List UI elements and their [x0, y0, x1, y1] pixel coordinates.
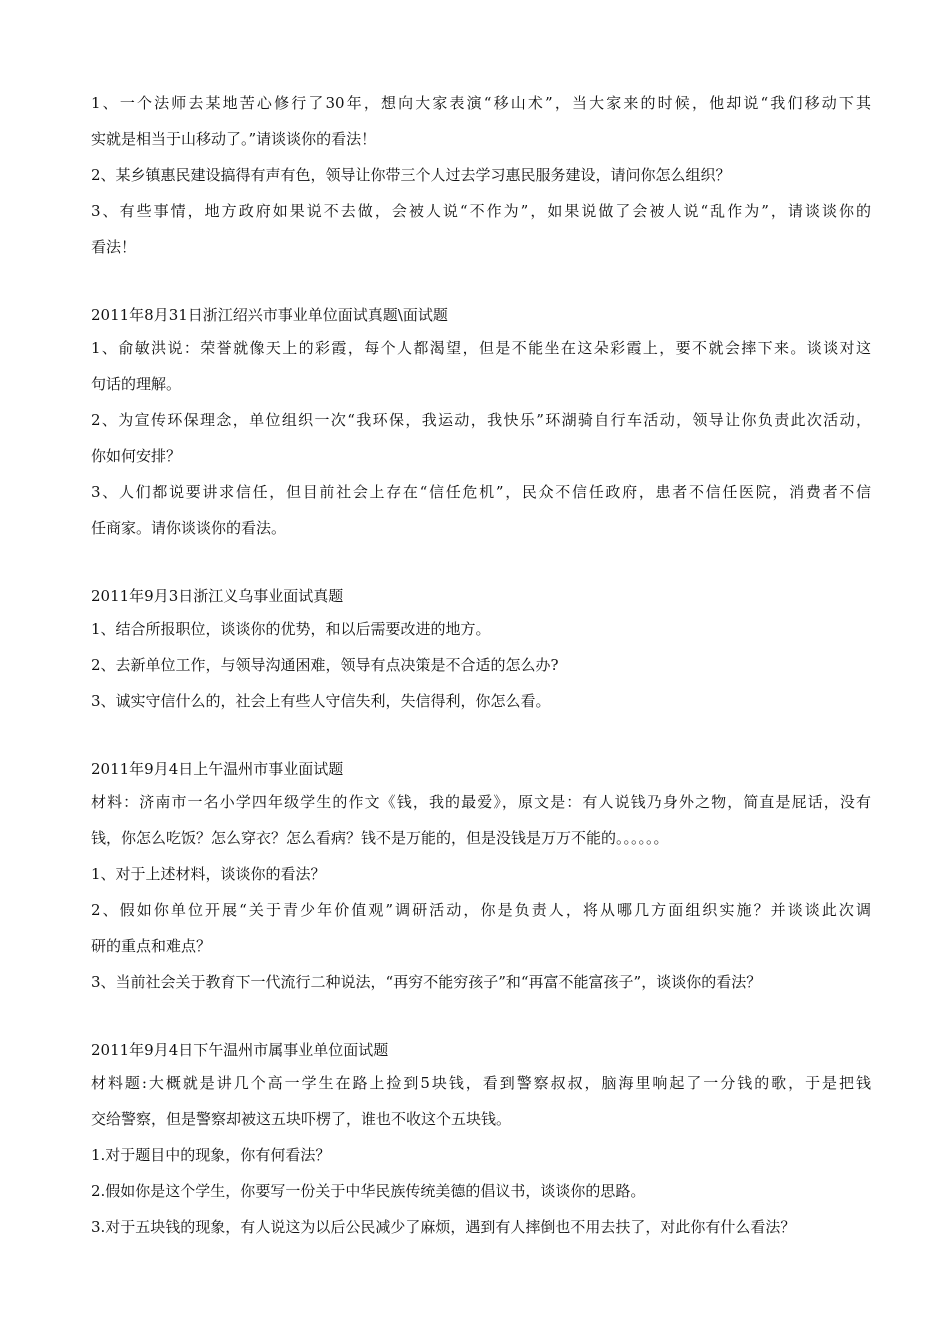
- material-line-1: 材料：济南市一名小学四年级学生的作文《钱，我的最爱》，原文是：有人说钱乃身外之物，简直是屁话，没有: [91, 793, 871, 811]
- section-spacer: [91, 265, 871, 301]
- section-spacer: [91, 719, 871, 755]
- question-3-line-2: 任商家。请你谈谈你的看法。: [91, 519, 287, 537]
- section-wenzhou-morning: [91, 755, 871, 1000]
- section-spacer: [91, 546, 871, 582]
- question-3: 3、当前社会关于教育下一代流行二种说法，“再穷不能穷孩子”和“再富不能富孩子”，谈谈你的看法？: [91, 973, 762, 991]
- question-2-line-1: 2、为宣传环保理念，单位组织一次“我环保，我运动，我快乐”环湖骑自行车活动，领导让你负责此次活动，: [91, 411, 871, 429]
- question-2: 2、去新单位工作，与领导沟通困难，领导有点决策是不合适的怎么办?: [91, 656, 559, 674]
- question-3-line-2: 看法！: [91, 238, 137, 256]
- section-title: 2011年8月31日浙江绍兴市事业单位面试真题\面试题: [91, 306, 448, 324]
- question-3: 3、诚实守信什么的，社会上有些人守信失利，失信得利，你怎么看。: [91, 692, 551, 710]
- section-shaoxing: [91, 301, 871, 546]
- question-1-line-1: 1、一个法师去某地苦心修行了30年，想向大家表演“移山术”，当大家来的时候，他却说“我们移动下其: [91, 94, 871, 112]
- question-2-line-1: 2、假如你单位开展“关于青少年价值观”调研活动，你是负责人，将从哪几方面组织实施？并谈谈此次调: [91, 901, 871, 919]
- section-wenzhou-afternoon: [91, 1036, 871, 1245]
- question-3-line-1: 3、有些事情，地方政府如果说不去做，会被人说“不作为”，如果说做了会被人说“乱作为”，请谈谈你的: [91, 202, 871, 220]
- section-yiwu: [91, 582, 871, 719]
- question-2: 2、某乡镇惠民建设搞得有声有色，领导让你带三个人过去学习惠民服务建设，请问你怎么组织？: [91, 166, 731, 184]
- question-2: 2.假如你是这个学生，你要写一份关于中华民族传统美德的倡议书，谈谈你的思路。: [91, 1182, 646, 1200]
- section-title: 2011年9月4日下午温州市属事业单位面试题: [91, 1041, 389, 1059]
- question-1-line-2: 句话的理解。: [91, 375, 182, 393]
- question-1-line-2: 实就是相当于山移动了。”请谈谈你的看法！: [91, 130, 377, 148]
- question-2-line-2: 你如何安排？: [91, 447, 182, 465]
- document-page: [91, 85, 871, 1245]
- section-title: 2011年9月3日浙江义乌事业面试真题: [91, 587, 344, 605]
- question-1: 1、对于上述材料，谈谈你的看法？: [91, 865, 326, 883]
- question-1: 1.对于题目中的现象，你有何看法？: [91, 1146, 331, 1164]
- section-title: 2011年9月4日上午温州市事业面试题: [91, 760, 344, 778]
- material-line-1: 材料题:大概就是讲几个高一学生在路上捡到5块钱，看到警察叔叔，脑海里响起了一分钱的歌，于是把钱: [91, 1074, 871, 1092]
- question-1-line-1: 1、俞敏洪说：荣誉就像天上的彩霞，每个人都渴望，但是不能坐在这朵彩霞上，要不就会摔下来。谈谈对这: [91, 339, 871, 357]
- question-3-line-1: 3、人们都说要讲求信任，但目前社会上存在“信任危机”，民众不信任政府，患者不信任医院，消费者不信: [91, 483, 871, 501]
- intro-questions: [91, 85, 871, 265]
- section-spacer: [91, 1000, 871, 1036]
- material-line-2: 钱，你怎么吃饭？怎么穿衣？怎么看病？钱不是万能的，但是没钱是万万不能的。。。。。。: [91, 829, 669, 847]
- material-line-2: 交给警察，但是警察却被这五块吓楞了，谁也不收这个五块钱。: [91, 1110, 512, 1128]
- question-1: 1、结合所报职位，谈谈你的优势，和以后需要改进的地方。: [91, 620, 491, 638]
- question-3: 3.对于五块钱的现象，有人说这为以后公民减少了麻烦，遇到有人摔倒也不用去扶了，对此你有什么看法？: [91, 1218, 796, 1236]
- question-2-line-2: 研的重点和难点？: [91, 937, 212, 955]
